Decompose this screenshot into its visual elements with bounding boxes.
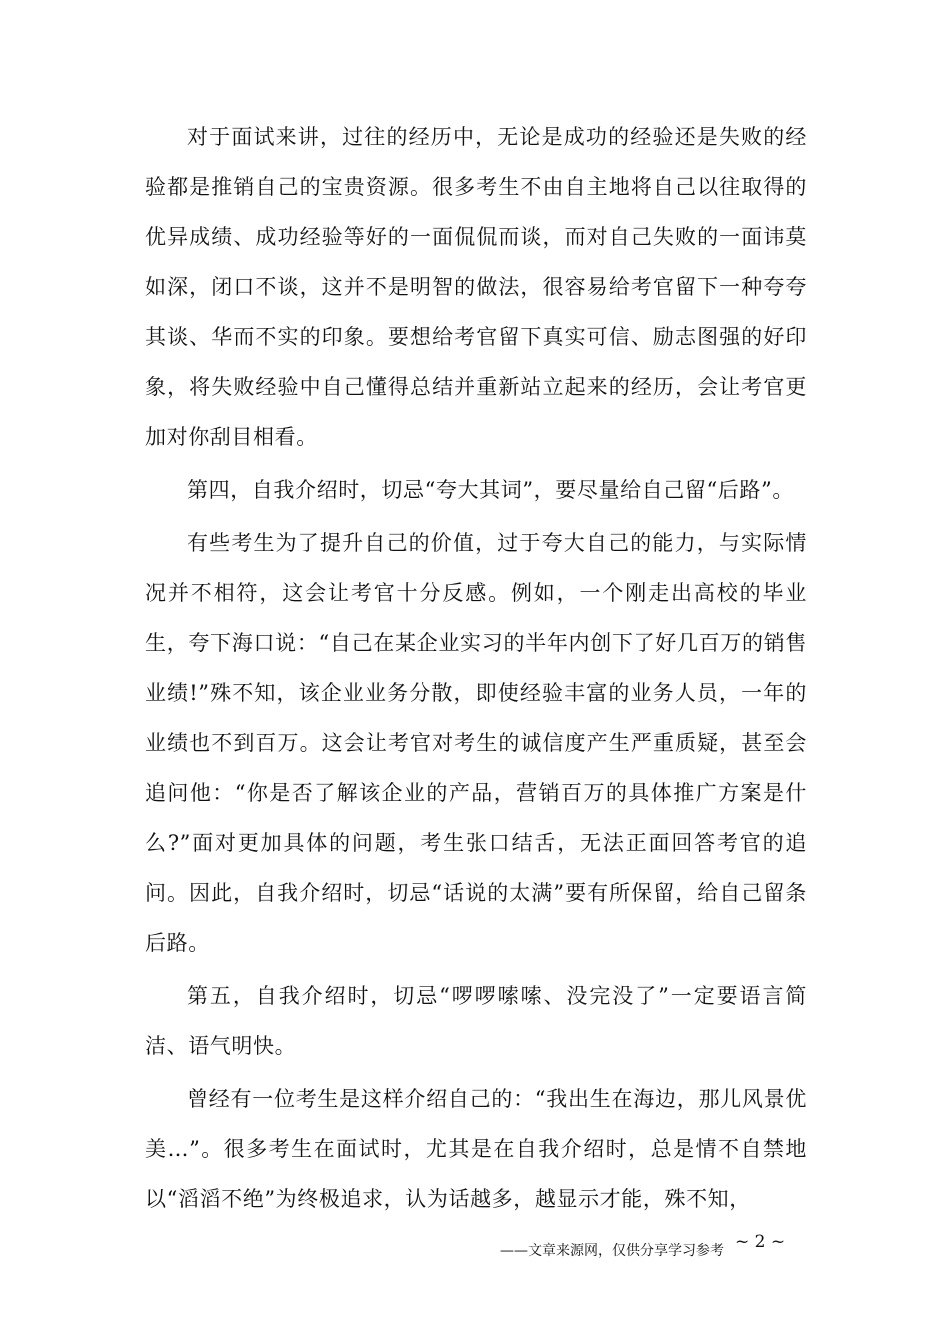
paragraph-heading-fourth: 第四，自我介绍时，切忌“夸大其词”，要尽量给自己留“后路”。 [187,478,794,502]
document-body [145,112,807,1227]
page-footer [500,1232,800,1262]
footer-source-note: ——文章来源网，仅供分享学习参考 [500,1243,724,1259]
paragraph: 有些考生为了提升自己的价值，过于夸大自己的能力，与实际情况并不相符，这会让考官十分反感。例如，一个刚走出高校的毕业生，夸下海口说：“自己在某企业实习的半年内创下了好几百万的销售业绩!”殊不知，该企业业务分散，即使经验丰富的业务人员，一年的业绩也不到百万。这会让考官对考生的诚信度产生严重质疑，甚至会追问他：“你是否了解该企业的产品，营销百万的具体推广方案是什么?”面对更加具体的问题，考生张口结舌，无法正面回答考官的追问。因此，自我介绍时，切忌“话说的太满”要有所保留，给自己留条后路。 [145,531,807,955]
paragraph-heading-fifth: 第五，自我介绍时，切忌“啰啰嗦嗦、没完没了”一定要语言简洁、语气明快。 [145,984,807,1058]
paragraph: 曾经有一位考生是这样介绍自己的：“我出生在海边，那儿风景优美…”。很多考生在面试时，尤其是在自我介绍时，总是情不自禁地以“滔滔不绝”为终极追求，认为话越多，越显示才能，殊不知， [145,1087,807,1211]
paragraph: 对于面试来讲，过往的经历中，无论是成功的经验还是失败的经验都是推销自己的宝贵资源。很多考生不由自主地将自己以往取得的优异成绩、成功经验等好的一面侃侃而谈，而对自己失败的一面讳莫如深，闭口不谈，这并不是明智的做法，很容易给考官留下一种夸夸其谈、华而不实的印象。要想给考官留下真实可信、励志图强的好印象，将失败经验中自己懂得总结并重新站立起来的经历，会让考官更加对你刮目相看。 [145,125,807,449]
page-number: ~ 2 ~ [735,1232,786,1252]
